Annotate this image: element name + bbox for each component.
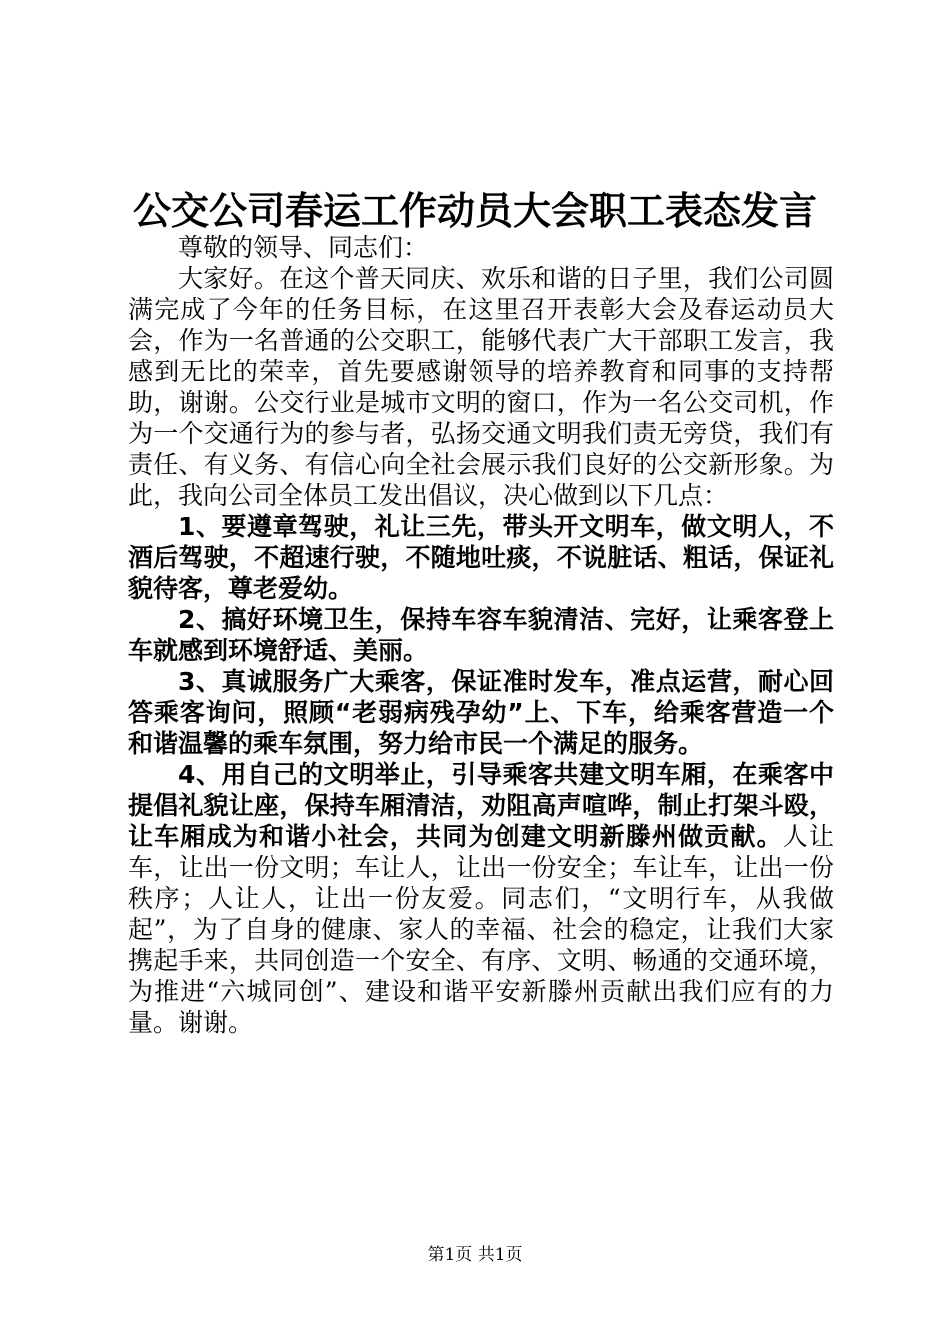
point-paragraph-2: 2、搞好环境卫生，保持车容车貌清洁、完好，让乘客登上车就感到环境舒适、美丽。 xyxy=(128,605,834,665)
point-paragraph-1: 1、要遵章驾驶，礼让三先，带头开文明车，做文明人，不酒后驾驶，不超速行驶，不随地吐痰，不说脏话、粗话，保证礼貌待客，尊老爱幼。 xyxy=(128,512,834,603)
point-4-text: 4、用自己的文明举止，引导乘客共建文明车厢，在乘客中提倡礼貌让座，保持车厢清洁，劝阻高声喧哗，制止打架斗殴，让车厢成为和谐小社会，共同为创建文明新滕州做贡献。 xyxy=(128,760,834,851)
page-footer: 第1页 共1页 xyxy=(427,1245,523,1265)
document-body xyxy=(128,232,834,1038)
point-paragraph-4 xyxy=(128,759,834,1038)
intro-paragraph: 大家好。在这个普天同庆、欢乐和谐的日子里，我们公司圆满完成了今年的任务目标，在这里召开表彰大会及春运动员大会，作为一名普通的公交职工，能够代表广大干部职工发言，我感到无比的荣幸，首先要感谢领导的培养教育和同事的支持帮助，谢谢。公交行业是城市文明的窗口，作为一名公交司机，作为一个交通行为的参与者，弘扬交通文明我们责无旁贷，我们有责任、有义务、有信心向全社会展示我们良好的公交新形象。为此，我向公司全体员工发出倡议，决心做到以下几点： xyxy=(128,264,834,510)
point-paragraph-3: 3、真诚服务广大乘客，保证准时发车，准点运营，耐心回答乘客询问，照顾“老弱病残孕幼”上、下车，给乘客营造一个和谐温馨的乘车氛围，努力给市民一个满足的服务。 xyxy=(128,667,834,758)
greeting-paragraph: 尊敬的领导、同志们： xyxy=(178,233,429,262)
page-title: 公交公司春运工作动员大会职工表态发言 xyxy=(132,188,817,233)
closing-text: 人让车，让出一份文明；车让人，让出一份安全；车让车，让出一份秩序；人让人，让出一份友爱。同志们，“文明行车，从我做起”，为了自身的健康、家人的幸福、社会的稳定，让我们大家携起手来，共同创造一个安全、有序、文明、畅通的交通环境，为推进“六城同创”、建设和谐平安新滕州贡献出我们应有的力量。谢谢。 xyxy=(128,822,834,1037)
